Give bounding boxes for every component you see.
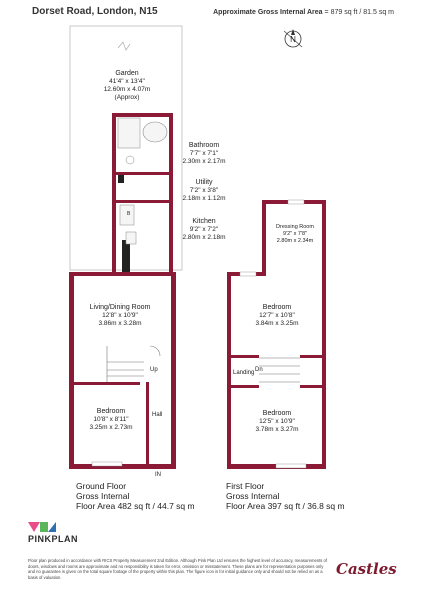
room-dims-metric: 3.86m x 3.28m xyxy=(98,320,142,327)
ground-floor-caption xyxy=(76,481,195,511)
room-name: Garden xyxy=(115,70,139,77)
room-dims-metric: 12.60m x 4.07m xyxy=(103,86,151,93)
entrance-label: IN xyxy=(155,472,161,478)
room-dims-metric: 3.25m x 2.73m xyxy=(89,424,133,431)
room-name: Bedroom xyxy=(96,408,126,415)
area-label: Approximate Gross Internal Area xyxy=(213,9,323,16)
castles-logo: Castles xyxy=(336,560,397,578)
first-floor-caption xyxy=(226,481,345,511)
room-name: Bathroom xyxy=(188,142,220,149)
address-title: Dorset Road, London, N15 xyxy=(32,6,158,17)
room-bedroom-ground xyxy=(76,408,146,432)
room-dims-metric: 3.84m x 3.25m xyxy=(255,320,299,327)
room-dims-metric: 2.30m x 2.17m xyxy=(182,158,226,165)
room-garden xyxy=(92,70,162,102)
stairs-down-label: Dn xyxy=(255,367,263,373)
floor-subtitle: Gross Internal xyxy=(226,491,280,501)
room-name: Dressing Room xyxy=(276,224,314,230)
disclaimer-text: Floor plan produced in accordance with RICS Property Measurement 2nd Edition. Although Pink Plan Ltd ensures the highest level of accuracy, measurements of doors, windows and rooms are approximate and no responsibility is taken for error, omission or misstatement. These plans are for representation purposes only and no guarantee is given on the total square footage of the property within this plan. The figure icon is for initial guidance only and should not be relied on as a basis of valuation. xyxy=(28,558,328,580)
room-bathroom xyxy=(176,142,232,166)
room-dims-imperial: 12'5" x 10'9" xyxy=(259,418,295,425)
room-dims-imperial: 9'2" x 7'2" xyxy=(189,226,219,233)
stairs-up-label: Up xyxy=(150,367,158,373)
room-name: Bedroom xyxy=(262,410,292,417)
room-bedroom-first-1 xyxy=(240,304,314,328)
pinkplan-logo-text: PINKPLAN xyxy=(28,534,79,544)
room-living-dining xyxy=(80,304,160,328)
room-note: (Approx) xyxy=(114,94,140,101)
compass-letter: N xyxy=(290,35,296,44)
room-dims-imperial: 9'2" x 7'8" xyxy=(282,231,308,237)
floor-name: Ground Floor xyxy=(76,481,127,491)
room-dims-imperial: 12'7" x 10'8" xyxy=(259,312,295,319)
room-dims-imperial: 12'8" x 10'9" xyxy=(102,312,138,319)
landing-label: Landing xyxy=(233,370,255,376)
room-dims-metric: 2.80m x 2.18m xyxy=(182,234,226,241)
room-name: Living/Dining Room xyxy=(89,304,151,311)
hall-label: Hall xyxy=(152,412,163,418)
floor-area: Floor Area 482 sq ft / 44.7 sq m xyxy=(76,501,195,511)
floor-area: Floor Area 397 sq ft / 36.8 sq m xyxy=(226,501,345,511)
floor-name: First Floor xyxy=(226,481,265,491)
area-value: = 879 sq ft / 81.5 sq m xyxy=(324,9,394,16)
floor-subtitle: Gross Internal xyxy=(76,491,130,501)
room-dims-metric: 2.18m x 1.12m xyxy=(182,195,226,202)
room-name: Utility xyxy=(195,179,213,186)
room-dims-metric: 3.78m x 3.27m xyxy=(255,426,299,433)
room-name: Kitchen xyxy=(192,218,216,225)
ground-floor-main xyxy=(69,272,176,469)
room-dims-metric: 2.80m x 2.34m xyxy=(276,238,314,244)
room-name: Bedroom xyxy=(262,304,292,311)
pinkplan-logo-icon xyxy=(28,522,56,532)
room-utility xyxy=(176,179,232,203)
room-dressing xyxy=(268,224,322,245)
room-dims-imperial: 7'2" x 3'8" xyxy=(189,187,219,194)
room-dims-imperial: 10'8" x 8'11" xyxy=(93,416,129,423)
room-bedroom-first-2 xyxy=(240,410,314,434)
appliance-label: B xyxy=(127,211,131,217)
room-kitchen xyxy=(176,218,232,242)
room-dims-imperial: 7'7" x 7'1" xyxy=(189,150,219,157)
room-dims-imperial: 41'4" x 13'4" xyxy=(109,78,145,85)
